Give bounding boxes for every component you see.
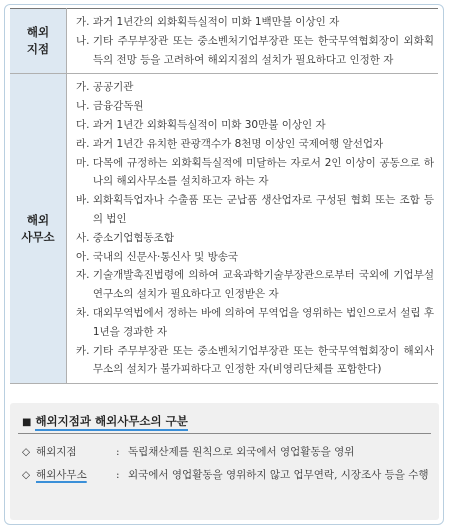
item-marker: 차. xyxy=(76,306,93,319)
item-text: 기술개발촉진법령에 의하여 교육과학기술부장관으로부터 국외에 기업부설연구소의 설치가 필요하다고 인정받은 자 xyxy=(92,269,434,301)
row-body-overseas-branch xyxy=(67,9,439,74)
definition-colon: : xyxy=(116,446,120,458)
note-title-text: 해외지점과 해외사무소의 구분 xyxy=(35,414,187,431)
list-item xyxy=(76,248,434,267)
row-body-overseas-office xyxy=(67,74,439,384)
item-marker: 바. xyxy=(76,194,93,207)
list-item xyxy=(76,266,434,304)
item-marker: 마. xyxy=(76,156,93,169)
definition-description: 독립채산제를 원칙으로 외국에서 영업활동을 영위 xyxy=(128,446,355,458)
establishment-requirements-table xyxy=(10,8,438,384)
row-header-line: 지점 xyxy=(26,42,50,57)
item-marker: 나. xyxy=(76,34,93,47)
definition-description: 외국에서 영업활동을 영위하지 않고 업무연락, 시장조사 등을 수행 xyxy=(128,469,429,481)
item-marker: 가. xyxy=(76,16,93,28)
item-text: 금융감독원 xyxy=(92,100,144,113)
distinction-note-box xyxy=(10,403,439,520)
divider xyxy=(18,433,431,434)
item-marker: 가. xyxy=(76,81,93,94)
item-text: 기타 주무부장관 또는 중소벤처기업부장관 또는 한국무역협회장이 해외사무소의 설치가 불가피하다고 인정한 자(비영리단체를 포함한다) xyxy=(92,344,434,376)
table-row-overseas-office xyxy=(10,74,438,384)
item-text: 과거 1년간 외화획득실적이 미화 30만불 이상인 자 xyxy=(92,118,326,131)
row-header-overseas-office xyxy=(10,74,67,384)
list-item xyxy=(76,304,434,342)
list-item xyxy=(76,32,434,70)
item-marker: 카. xyxy=(76,344,93,357)
item-marker: 아. xyxy=(76,250,93,263)
note-title xyxy=(22,413,188,429)
list-item xyxy=(76,154,434,192)
definition-colon: : xyxy=(116,469,120,481)
list-item xyxy=(76,13,434,32)
definition-overseas-office xyxy=(22,466,436,485)
diamond-bullet-icon: ◇ xyxy=(22,446,31,458)
item-marker: 라. xyxy=(76,137,93,150)
item-text: 중소기업협동조합 xyxy=(92,231,174,244)
item-marker: 다. xyxy=(76,118,93,131)
item-text: 대외무역법에서 정하는 바에 의하여 무역업을 영위하는 법인으로서 설립 후 1년을 경과한 자 xyxy=(92,306,434,338)
list-item xyxy=(76,135,434,154)
definition-term: 해외사무소 xyxy=(36,469,87,481)
row-header-line: 해외 xyxy=(26,25,50,40)
item-text: 기타 주무부장관 또는 중소벤처기업부장관 또는 한국무역협회장이 외화획득의 전망 등을 고려하여 해외지점의 설치가 필요하다고 인정한 자 xyxy=(92,34,434,66)
item-text: 과거 1년간의 외화획득실적이 미화 1백만불 이상인 자 xyxy=(92,16,340,28)
item-text: 과거 1년간 유치한 관광객수가 8천명 이상인 국제여행 알선업자 xyxy=(92,137,384,150)
row-header-overseas-branch xyxy=(10,9,67,74)
definition-overseas-branch xyxy=(22,443,436,462)
item-text: 다목에 규정하는 외화획득실적에 미달하는 자로서 2인 이상이 공동으로 하나의 해외사무소를 설치하고자 하는 자 xyxy=(92,156,434,188)
square-bullet-icon: ■ xyxy=(22,417,32,428)
item-marker: 자. xyxy=(76,269,93,282)
row-header-line: 해외 xyxy=(26,212,50,227)
list-item xyxy=(76,78,434,97)
item-marker: 사. xyxy=(76,231,93,244)
item-text: 국내의 신문사·통신사 및 방송국 xyxy=(92,250,239,263)
item-text: 외화획득업자나 수출품 또는 군납품 생산업자로 구성된 협회 또는 조합 등의 법인 xyxy=(92,194,434,225)
diamond-bullet-icon: ◇ xyxy=(22,469,31,481)
table-row-overseas-branch xyxy=(10,9,438,74)
list-item xyxy=(76,342,434,380)
item-marker: 나. xyxy=(76,100,93,113)
list-item xyxy=(76,229,434,248)
list-item xyxy=(76,191,434,229)
row-header-line: 사무소 xyxy=(21,229,55,244)
list-item xyxy=(76,97,434,116)
list-item xyxy=(76,116,434,135)
definition-term: 해외지점 xyxy=(36,446,77,458)
item-text: 공공기관 xyxy=(92,81,134,94)
